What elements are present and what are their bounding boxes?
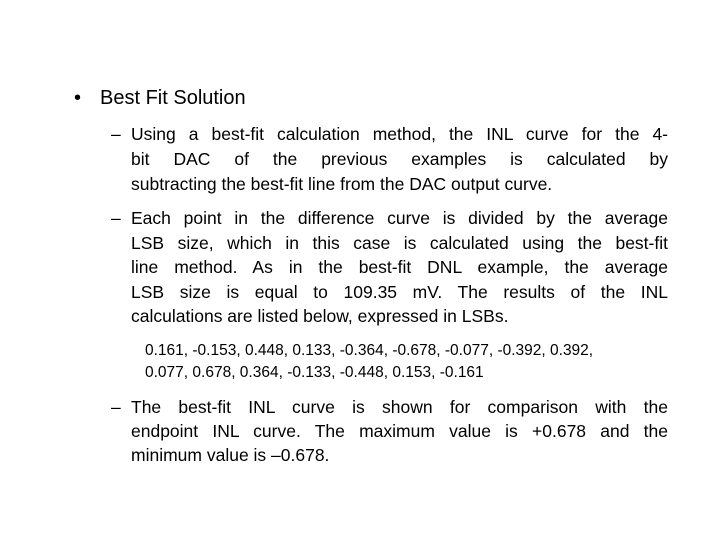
paragraph-1-line: Using a best-fit calculation method, the INL curve for the 4- [131, 124, 668, 144]
paragraph-2-line: LSB size is equal to 109.35 mV. The results of the INL [131, 282, 668, 302]
slide-heading: Best Fit Solution [100, 87, 246, 109]
paragraph-2-line: Each point in the difference curve is divided by the average [131, 208, 668, 228]
paragraph-1-line: bit DAC of the previous examples is calculated by [131, 149, 668, 169]
inl-values-line: 0.077, 0.678, 0.364, -0.133, -0.448, 0.153, -0.161 [145, 364, 484, 381]
paragraph-3-line: minimum value is –0.678. [131, 445, 330, 465]
paragraph-2-line: LSB size, which in this case is calculated using the best-fit [131, 233, 668, 253]
inl-values-line: 0.161, -0.153, 0.448, 0.133, -0.364, -0.678, -0.077, -0.392, 0.392, [145, 342, 594, 359]
paragraph-2-line: calculations are listed below, expressed in LSBs. [131, 306, 509, 326]
dash-icon: – [111, 397, 121, 417]
dash-icon: – [111, 124, 121, 144]
dash-icon: – [111, 208, 121, 228]
paragraph-3-line: endpoint INL curve. The maximum value is +0.678 and the [131, 421, 668, 441]
paragraph-2-line: line method. As in the best-fit DNL example, the average [131, 257, 668, 277]
bullet-icon: • [74, 87, 82, 109]
paragraph-1-line: subtracting the best-fit line from the DAC output curve. [131, 174, 553, 194]
paragraph-3-line: The best-fit INL curve is shown for comparison with the [131, 397, 668, 417]
